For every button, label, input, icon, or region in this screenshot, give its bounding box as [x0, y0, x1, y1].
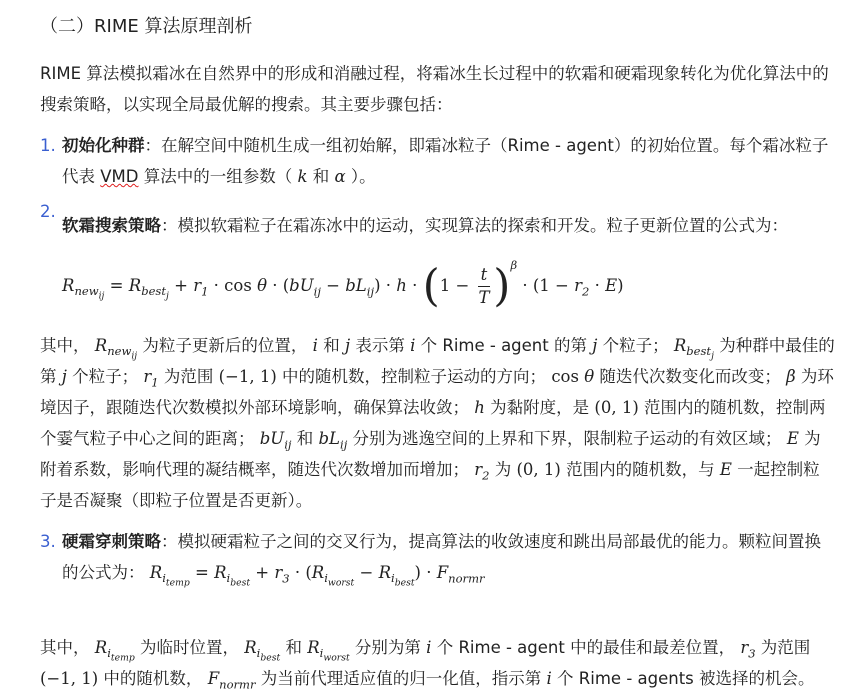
step-text	[62, 526, 835, 588]
text-run: 分别为第	[349, 638, 427, 657]
math-symbol: bU	[259, 429, 285, 448]
math-variable	[297, 167, 307, 186]
intro-paragraph	[40, 58, 835, 120]
list-number: 3.	[40, 532, 56, 551]
math-symbol: r	[143, 367, 152, 386]
text-run: 表示第	[350, 336, 411, 355]
math-symbol: R	[311, 563, 325, 582]
math-operator: · cos	[208, 276, 258, 295]
math-symbol: E	[786, 429, 799, 448]
text-run: 其中，	[40, 638, 95, 657]
math-symbol: i	[546, 669, 552, 688]
list-item-2	[40, 196, 835, 316]
math-symbol: R	[378, 563, 392, 582]
math-subscript: 1	[151, 375, 159, 390]
math-subscript: ij	[366, 284, 375, 299]
math-operator: (−1, 1)	[40, 669, 99, 688]
text-run: 为环境因子，跟随迭代次数模拟外部环境影响，确保算法收敛；	[40, 367, 834, 417]
math-symbol: α	[334, 167, 346, 186]
text-run: 为当前代理适应值的归一化值，指示第	[255, 669, 547, 688]
text-run: 和	[280, 638, 308, 657]
math-symbol: R	[94, 638, 108, 657]
text-run: 随迭代次数变化而改变；	[594, 367, 787, 386]
text-run: 个 Rime - agents 被选择的机会。	[551, 669, 815, 688]
text-run: ：在解空间中随机生成一组初始解，即霜冰粒子（Rime - agent）的初始位置。每个霜冰粒子代表	[62, 136, 829, 186]
math-subscript: ibest	[391, 571, 415, 589]
math-variable	[214, 563, 251, 589]
math-subscript: iworst	[324, 571, 355, 589]
list-number: 2.	[40, 202, 56, 221]
math-variable	[345, 276, 375, 299]
math-symbol: R	[149, 563, 163, 582]
math-operator: +	[168, 276, 194, 295]
math-symbol: h	[474, 398, 485, 417]
text-run: 个粒子；	[66, 367, 144, 386]
math-subscript: ij	[340, 437, 348, 452]
math-variable	[673, 336, 714, 362]
math-symbol: E	[605, 276, 618, 295]
math-symbol: h	[396, 276, 407, 295]
math-variable	[605, 276, 617, 295]
math-symbol: R	[673, 336, 687, 355]
text-run: 范围内的随机数，与	[560, 460, 720, 479]
math-subsubscript: worst	[327, 577, 355, 589]
big-parenthesis: (	[422, 260, 440, 312]
math-variable	[143, 367, 159, 390]
fraction-denominator: T	[478, 288, 490, 307]
math-subscript: normr	[448, 571, 485, 586]
math-subscript: normr	[219, 677, 256, 692]
text-run: 范围内的随机数，控制两个霎气粒子中心之间的距离；	[40, 398, 826, 448]
math-symbol: E	[719, 460, 732, 479]
math-variable	[474, 398, 485, 417]
text-run: ：模拟硬霜粒子之间的交叉行为，提高算法的收敛速度和跳出局部最优的能力。颗粒间置换的公式为：	[62, 532, 821, 582]
text-run: 为黏附度，是	[484, 398, 595, 417]
math-variable	[128, 276, 169, 302]
text-run: 为附着系数，影响代理的凝结概率，随迭代次数增加而增加；	[40, 429, 821, 479]
math-symbol: β	[786, 367, 796, 386]
math-subscript: 3	[748, 646, 756, 661]
math-subscript: 1	[201, 284, 209, 299]
math-variable	[207, 669, 256, 692]
math-subscript: ibest	[256, 646, 281, 664]
math-variable	[787, 429, 799, 448]
math-subscript: ij	[313, 284, 321, 299]
text-run: 为种群中最佳的第	[40, 336, 835, 386]
explanation-paragraph-2	[40, 632, 835, 694]
step-text	[62, 196, 835, 316]
math-subscript: 2	[582, 284, 590, 299]
math-symbol: bL	[318, 429, 341, 448]
math-symbol: R	[94, 336, 108, 355]
math-variable	[62, 276, 105, 302]
text-run: 个粒子；	[597, 336, 674, 355]
math-subscript: iworst	[319, 646, 350, 664]
math-subsubscript: best	[230, 577, 251, 589]
math-symbol: j	[592, 336, 598, 355]
text-run: 中的随机数，	[98, 669, 208, 688]
text-run: 个 Rime - agent 的第	[415, 336, 593, 355]
math-variable	[574, 276, 590, 299]
text-run: 和	[307, 167, 335, 186]
math-variable	[149, 563, 190, 589]
math-subscript: bestj	[141, 284, 169, 302]
text-run: 分别为逃逸空间的上界和下界，限制粒子运动的有效区域；	[347, 429, 787, 448]
math-operator: ·	[589, 276, 606, 295]
text-run: 为粒子更新后的位置，	[137, 336, 313, 355]
math-subsubscript: j	[711, 350, 714, 362]
math-fraction	[478, 264, 491, 309]
math-symbol: R	[62, 276, 75, 295]
math-variable	[193, 276, 209, 299]
list-item-3	[40, 526, 835, 588]
math-operator: )	[617, 276, 624, 295]
math-operator: · (	[267, 276, 290, 295]
math-symbol: r	[474, 460, 483, 479]
math-variable	[257, 276, 267, 295]
math-variable	[436, 563, 485, 586]
math-subsubscript: temp	[165, 577, 190, 589]
math-subsubscript: best	[260, 652, 281, 664]
math-symbol: bL	[345, 276, 367, 295]
text-run: 中的随机数，控制粒子运动的方向；	[276, 367, 552, 386]
math-symbol: i	[426, 638, 432, 657]
text-run: 为	[489, 460, 517, 479]
math-subscript: itemp	[107, 646, 135, 664]
math-operator: · (	[289, 563, 312, 582]
text-run: RIME 算法模拟霜冰在自然界中的形成和消融过程，将霜冰生长过程中的软霜和硬霜现象转化为优化算法中的搜索策略，以实现全局最优解的搜索。其主要步骤包括：	[40, 64, 829, 114]
math-variable	[740, 638, 756, 661]
math-variable	[318, 429, 348, 452]
math-subscript: 2	[482, 468, 490, 483]
text-run: 和	[291, 429, 319, 448]
math-variable	[378, 563, 415, 589]
math-variable	[396, 276, 407, 295]
math-operator: =	[104, 276, 129, 295]
math-superscript: β	[510, 258, 518, 272]
math-subsubscript: ij	[131, 350, 138, 362]
math-variable	[244, 638, 281, 664]
math-operator: −	[354, 563, 379, 582]
math-symbol: r	[193, 276, 202, 295]
math-subscript: bestj	[686, 344, 714, 362]
bold-term: 初始化种群	[62, 136, 145, 155]
math-variable	[274, 563, 290, 586]
bold-term: 硬霜穿刺策略	[62, 532, 161, 551]
math-symbol: R	[307, 638, 320, 657]
math-symbol: r	[574, 276, 583, 295]
math-operator: −	[320, 276, 346, 295]
math-variable	[289, 276, 321, 299]
text-run: 其中，	[40, 336, 95, 355]
math-symbol: θ	[257, 276, 267, 295]
math-symbol: F	[207, 669, 220, 688]
math-subsubscript: ij	[98, 290, 105, 302]
math-variable	[311, 563, 355, 589]
math-operator: · (1 −	[517, 276, 575, 295]
math-variable	[94, 638, 135, 664]
math-symbol: j	[61, 367, 67, 386]
math-operator: ) ·	[374, 276, 397, 295]
math-symbol: bU	[289, 276, 314, 295]
math-subscript: newij	[107, 344, 138, 362]
math-operator: =	[189, 563, 215, 582]
math-subsubscript: best	[394, 577, 415, 589]
math-symbol: F	[436, 563, 449, 582]
text-run: ）。	[345, 167, 376, 186]
math-symbol: θ	[584, 367, 595, 386]
math-operator: (0, 1)	[516, 460, 561, 479]
bold-term: 软霜搜索策略	[62, 216, 161, 235]
math-symbol: k	[297, 167, 308, 186]
step-text	[62, 130, 835, 192]
math-subscript: ij	[284, 437, 292, 452]
math-operator: +	[250, 563, 275, 582]
section-title: （二）RIME 算法原理剖析	[40, 16, 253, 37]
text-run: 和	[317, 336, 345, 355]
math-subsubscript: j	[165, 290, 169, 302]
spellcheck-flagged-word: VMD	[100, 167, 139, 186]
math-variable	[334, 167, 345, 186]
math-subscript: itemp	[162, 571, 190, 589]
math-subscript: ibest	[226, 571, 251, 589]
math-operator: (0, 1)	[594, 398, 639, 417]
math-subscript: 3	[282, 571, 290, 586]
text-run: 为范围	[755, 638, 811, 657]
math-subsubscript: worst	[323, 652, 350, 664]
math-operator: cos	[551, 367, 585, 386]
text-run: ：模拟软霜粒子在霜冻冰中的运动，实现算法的探索和开发。粒子更新位置的公式为：	[161, 216, 788, 235]
list-item-1	[40, 130, 835, 192]
math-symbol: R	[244, 638, 257, 657]
text-run: 算法中的一组参数（	[138, 167, 298, 186]
math-variable	[786, 367, 796, 386]
math-operator: ) ·	[414, 563, 437, 582]
math-variable	[720, 460, 732, 479]
math-variable	[94, 336, 138, 362]
math-symbol: R	[128, 276, 142, 295]
math-symbol: j	[344, 336, 351, 355]
math-symbol: i	[312, 336, 318, 355]
math-symbol: i	[410, 336, 416, 355]
math-operator: 1 −	[439, 276, 475, 295]
text-run: 为范围	[158, 367, 219, 386]
math-variable	[584, 367, 594, 386]
math-symbol: R	[214, 563, 227, 582]
text-run: 个 Rime - agent 中的最佳和最差位置，	[431, 638, 741, 657]
big-parenthesis: )	[493, 260, 511, 312]
math-symbol: r	[740, 638, 749, 657]
math-subscript: newij	[74, 284, 105, 302]
math-operator: (−1, 1)	[218, 367, 277, 386]
fraction-numerator: t	[478, 264, 491, 287]
text-run: 为临时位置，	[134, 638, 245, 657]
math-subsubscript: temp	[110, 652, 135, 664]
math-symbol: r	[274, 563, 283, 582]
explanation-paragraph-1	[40, 330, 835, 516]
math-variable	[259, 429, 292, 452]
math-variable	[307, 638, 350, 664]
math-operator: ·	[406, 276, 423, 295]
list-number: 1.	[40, 136, 56, 155]
text-run: 一起控制粒子是否凝聚（即粒子位置是否更新）。	[40, 460, 820, 510]
math-variable	[474, 460, 490, 483]
